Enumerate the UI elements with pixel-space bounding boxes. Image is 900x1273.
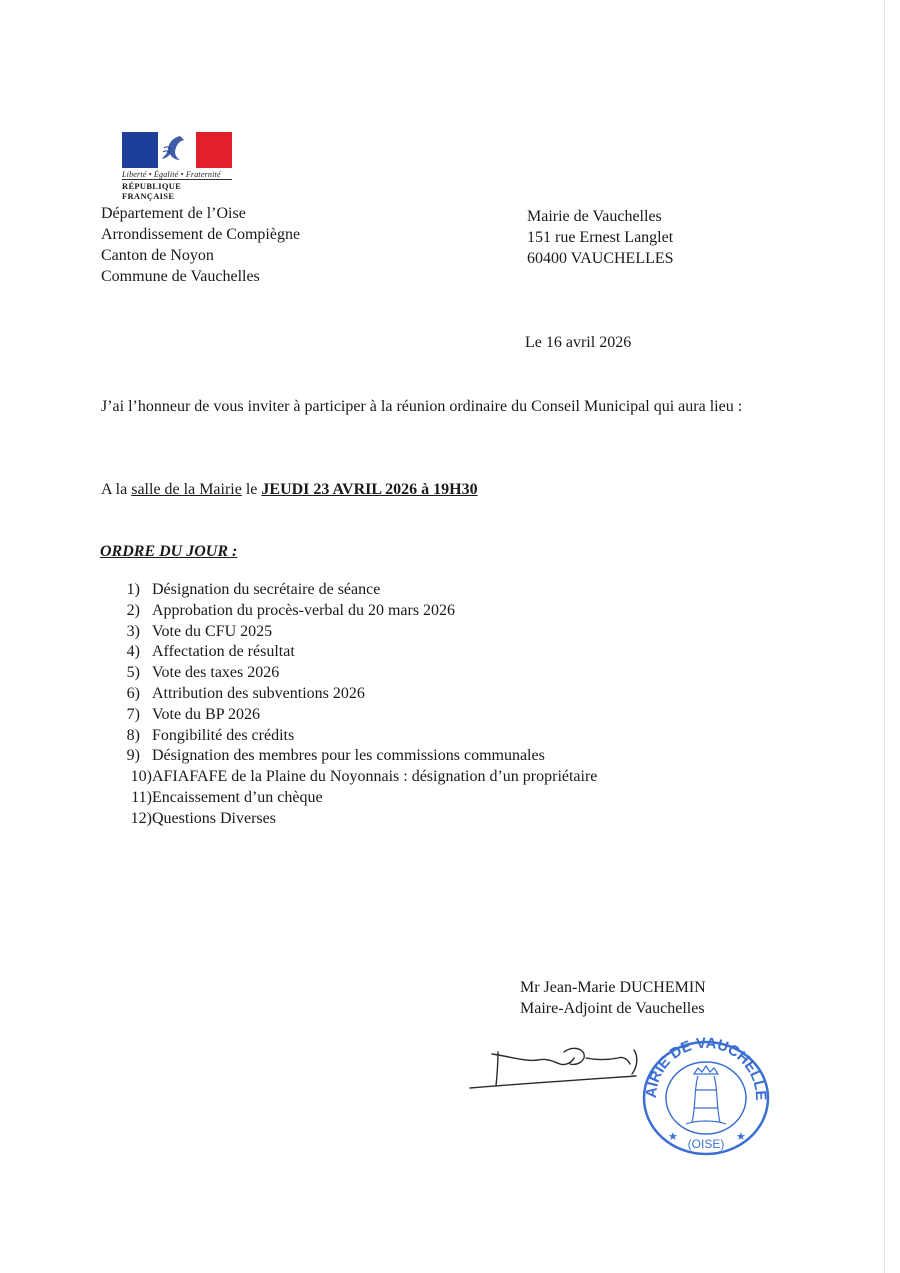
- address-line: 60400 VAUCHELLES: [527, 250, 674, 267]
- address-line: Mairie de Vauchelles: [527, 208, 662, 225]
- list-item: [112, 705, 597, 726]
- agenda-list: [112, 580, 597, 830]
- svg-text:★: ★: [668, 1130, 678, 1143]
- item-number: 9): [126, 747, 140, 765]
- signer-block: [520, 977, 706, 1019]
- item-number: 1): [126, 581, 140, 598]
- item-text: Attribution des subventions 2026: [152, 684, 365, 702]
- list-item: [112, 642, 597, 663]
- list-item: [112, 684, 597, 705]
- sender-line: Département de l’Oise: [101, 205, 246, 222]
- item-text: Désignation des membres pour les commissions communales: [152, 747, 545, 765]
- list-item: [112, 788, 597, 809]
- item-text: Approbation du procès-verbal du 20 mars 2026: [152, 601, 456, 619]
- logo-motto: Liberté • Égalité • Fraternité: [122, 170, 221, 179]
- item-number: 12): [130, 809, 152, 827]
- item-text: Fongibilité des crédits: [152, 726, 295, 744]
- item-number: 11): [131, 788, 152, 806]
- item-text: Vote du CFU 2025: [152, 622, 273, 640]
- item-number: 6): [126, 684, 140, 702]
- item-text: Désignation du secrétaire de séance: [152, 581, 381, 598]
- sender-line: Arrondissement de Compiègne: [101, 226, 301, 243]
- item-number: 8): [126, 726, 140, 744]
- sender-line: Canton de Noyon: [101, 247, 214, 264]
- item-number: 4): [126, 643, 140, 661]
- flag-icon: [122, 132, 232, 168]
- list-item: [112, 767, 597, 788]
- sender-line: Commune de Vauchelles: [101, 268, 260, 285]
- item-text: Questions Diverses: [152, 809, 276, 827]
- item-number: 2): [126, 601, 140, 619]
- item-text: Vote du BP 2026: [152, 705, 261, 723]
- list-item: [112, 622, 597, 643]
- list-item: [112, 663, 597, 684]
- item-text: Encaissement d’un chèque: [152, 788, 323, 806]
- item-text: Affectation de résultat: [152, 643, 295, 661]
- list-item: [112, 726, 597, 747]
- address-block: [527, 206, 674, 269]
- svg-text:★: ★: [736, 1130, 746, 1143]
- meeting-datetime: JEUDI 23 AVRIL 2026 à 19H30: [261, 481, 478, 498]
- handwritten-signature: [468, 1038, 648, 1103]
- location-middle: le: [241, 481, 262, 498]
- item-number: 10): [130, 768, 152, 786]
- list-item: [112, 601, 597, 622]
- page-edge: [884, 0, 885, 1273]
- sender-block: [101, 203, 300, 287]
- location-prefix: A la: [101, 481, 132, 498]
- meeting-location: [101, 479, 478, 500]
- location-place: salle de la Mairie: [131, 481, 242, 498]
- stamp-subtext: (OISE): [687, 1137, 725, 1151]
- signer-name: Mr Jean-Marie DUCHEMIN: [520, 979, 706, 996]
- address-line: 151 rue Ernest Langlet: [527, 229, 674, 246]
- item-text: Vote des taxes 2026: [152, 664, 280, 682]
- list-item: [112, 580, 597, 601]
- letter-date: Le 16 avril 2026: [525, 334, 632, 351]
- item-number: 7): [126, 705, 140, 723]
- republique-francaise-logo: [122, 132, 236, 201]
- intro-paragraph: J’ai l’honneur de vous inviter à participer à la réunion ordinaire du Conseil Municipal qui aura lieu :: [101, 398, 743, 415]
- list-item: [112, 809, 597, 830]
- stamp-text: AIRIE DE VAUCHELLE: [642, 1034, 770, 1101]
- item-number: 3): [126, 622, 140, 640]
- logo-republic-text: RÉPUBLIQUE FRANÇAISE: [122, 179, 232, 201]
- signer-role: Maire-Adjoint de Vauchelles: [520, 1000, 705, 1017]
- list-item: [112, 746, 597, 767]
- agenda-title: ORDRE DU JOUR :: [100, 543, 238, 560]
- official-stamp: [638, 1028, 774, 1161]
- item-number: 5): [126, 664, 140, 682]
- item-text: AFIAFAFE de la Plaine du Noyonnais : désignation d’un propriétaire: [152, 768, 598, 786]
